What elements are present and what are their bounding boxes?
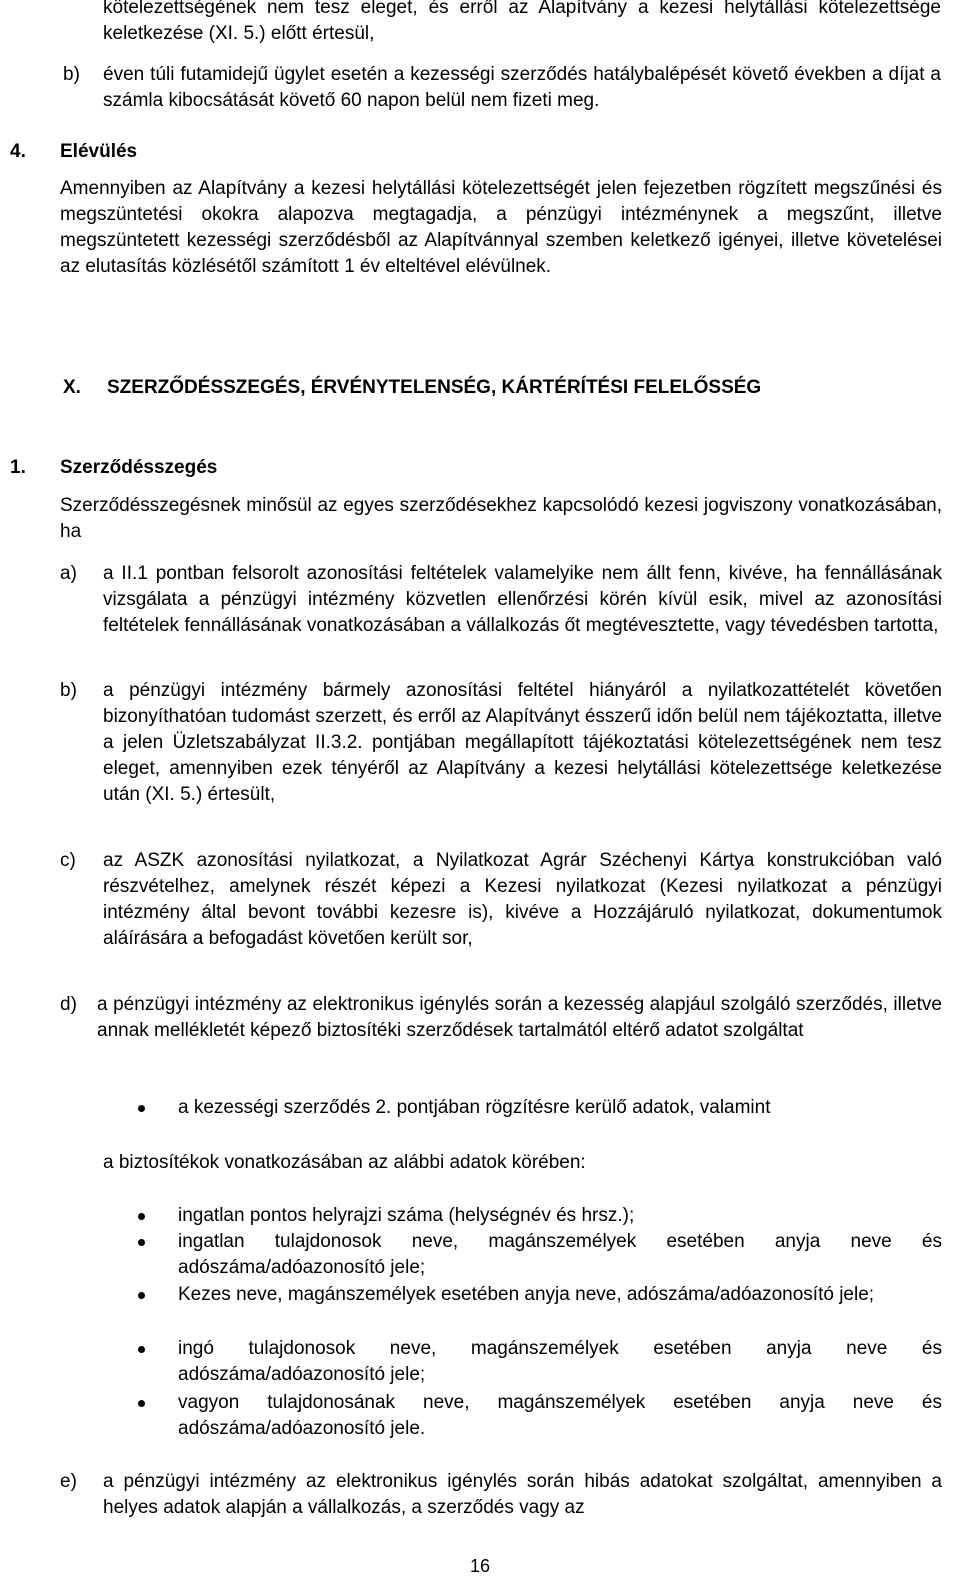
paragraph: a biztosítékok vonatkozásában az alábbi adatok körében: [103, 1152, 586, 1173]
chapter-number: X. [63, 377, 81, 398]
list-item-text: a II.1 pontban felsorolt azonosítási feltételek valamelyike nem állt fenn, kivéve, ha fennállásának vizsgálata a pénzügyi intézmény közvetlen ellenőrzési körén kívül esik, mivel az azonosítási feltételek fennállásának vonatkozásában a vállalkozás őt megtévesztette, vagy tévedésben tartotta, [103, 563, 942, 636]
paragraph-continuation: kötelezettségének nem tesz eleget, és erről az Alapítvány a kezesi helytállási kötelezettsége keletkezése (XI. 5.) előtt értesül, [103, 0, 941, 44]
chapter-title: SZERZŐDÉSSZEGÉS, ÉRVÉNYTELENSÉG, KÁRTÉRÍTÉSI FELELŐSSÉG [107, 377, 762, 398]
list-label: d) [60, 994, 77, 1015]
list-item-text: az ASZK azonosítási nyilatkozat, a Nyilatkozat Agrár Széchenyi Kártya konstrukcióban való részvételhez, amelynek részét képezi a Kezesi nyilatkozat (Kezesi nyilatkozat a pénzügyi intézmény által bevont további kezesre is), kivéve a Hozzájáruló nyilatkozat, dokumentumok aláírására a befogadást követően került sor, [103, 850, 942, 949]
bullet-item-text: ingó tulajdonosok neve, magánszemélyek esetében anyja neve és adószáma/adóazonosító jele; [178, 1338, 942, 1385]
section-intro: Szerződésszegésnek minősül az egyes szerződésekhez kapcsolódó kezesi jogviszony vonatkozásában, ha [60, 495, 942, 542]
list-label: b) [63, 64, 80, 85]
section-title: Elévülés [60, 141, 138, 162]
list-item-text: a pénzügyi intézmény az elektronikus igénylés során a kezesség alapjául szolgáló szerződés, illetve annak mellékletét képező biztosítéki szerződések tartalmától eltérő adatot szolgáltat [97, 994, 942, 1041]
list-label: b) [60, 680, 77, 701]
page-number: 16 [469, 1556, 491, 1576]
bullet-item-text: Kezes neve, magánszemélyek esetében anyja neve, adószáma/adóazonosító jele; [178, 1284, 875, 1305]
bullet-icon [138, 1400, 145, 1407]
bullet-icon [138, 1213, 145, 1220]
bullet-icon [138, 1239, 145, 1246]
bullet-icon [138, 1346, 145, 1353]
bullet-item-text: vagyon tulajdonosának neve, magánszemélyek esetében anyja neve és adószáma/adóazonosító jele. [178, 1392, 942, 1439]
bullet-item-text: a kezességi szerződés 2. pontjában rögzítésre kerülő adatok, valamint [178, 1097, 771, 1118]
section-title: Szerződésszegés [60, 457, 218, 478]
list-label: a) [60, 563, 77, 584]
section-number: 4. [10, 141, 26, 162]
list-item-text: éven túli futamidejű ügylet esetén a kezességi szerződés hatálybalépését követő években a díjat a számla kibocsátását követő 60 napon belül nem fizeti meg. [103, 64, 941, 111]
list-item-text: a pénzügyi intézmény bármely azonosítási feltétel hiányáról a nyilatkozattételét követően bizonyíthatóan tudomást szerzett, és erről az Alapítványt ésszerű időn belül nem tájékoztatta, illetve a jelen Üzletszabályzat II.3.2. pontjában megállapított tájékoztatási kötelezettségének nem tesz eleget, amennyiben ezek tényéről az Alapítvány a kezesi helytállási kötelezettsége keletkezése után (XI. 5.) értesült, [103, 680, 942, 805]
list-label: e) [60, 1471, 77, 1492]
list-item-text: a pénzügyi intézmény az elektronikus igénylés során hibás adatokat szolgáltat, amennyiben a helyes adatok alapján a vállalkozás, a szerződés vagy az [103, 1471, 942, 1518]
section-number: 1. [10, 457, 26, 478]
bullet-icon [138, 1292, 145, 1299]
section-body: Amennyiben az Alapítvány a kezesi helytállási kötelezettségét jelen fejezetben rögzített megszűnési és megszüntetési okokra alapozva megtagadja, a pénzügyi intézménynek a megszűnt, illetve megszüntetett kezességi szerződésből az Alapítvánnyal szemben keletkező igényei, illetve követelései az elutasítás közlésétől számított 1 év elteltével elévülnek. [60, 178, 942, 277]
bullet-icon [138, 1105, 145, 1112]
bullet-item-text: ingatlan pontos helyrajzi száma (helységnév és hrsz.); [178, 1205, 635, 1226]
bullet-item-text: ingatlan tulajdonosok neve, magánszemélyek esetében anyja neve és adószáma/adóazonosító jele; [178, 1231, 942, 1278]
list-label: c) [60, 850, 76, 871]
